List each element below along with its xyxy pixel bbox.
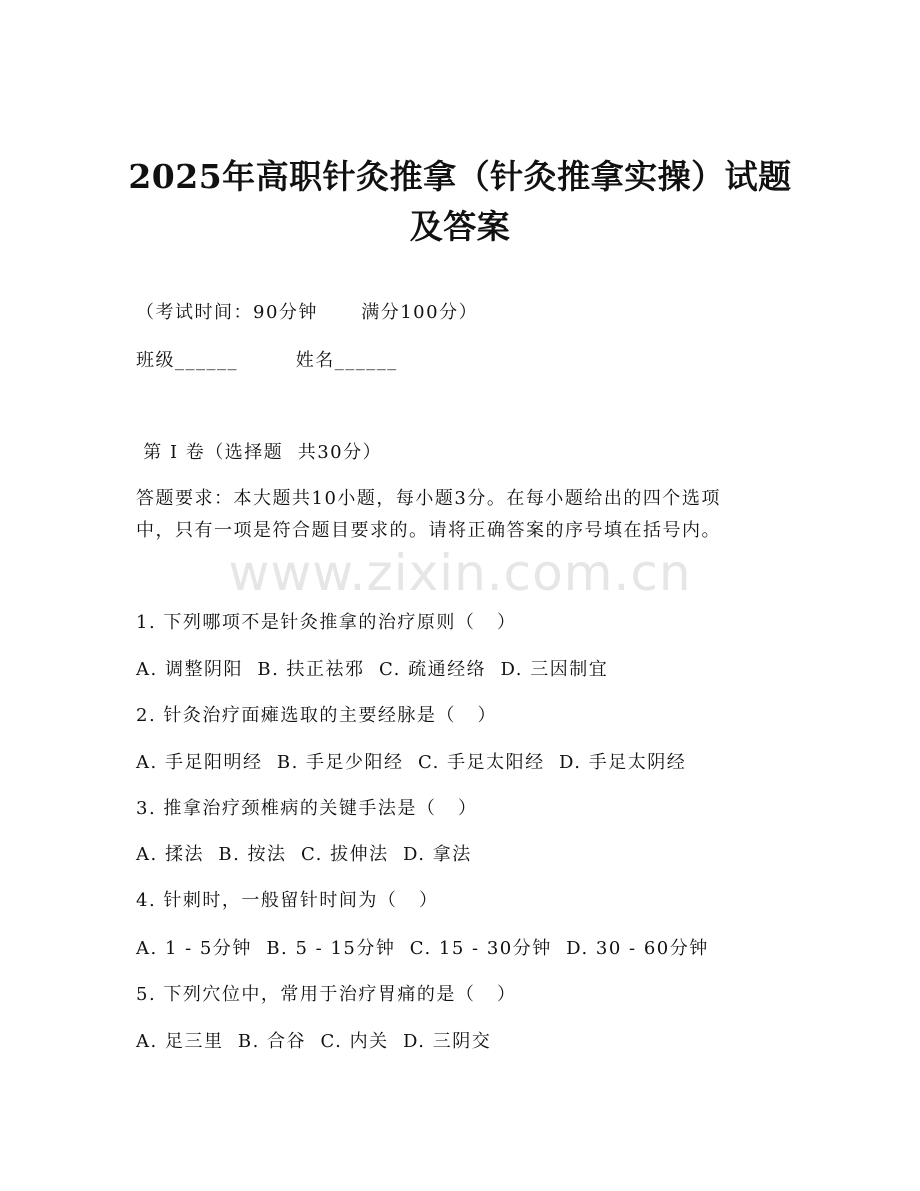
document-title-line-2: 及答案 <box>409 207 511 246</box>
watermark: www.zixin.com.cn <box>228 544 692 602</box>
question-stem: 1. 下列哪项不是针灸推拿的治疗原则（ ） <box>136 612 517 633</box>
question-options: A. 揉法 B. 按法 C. 拔伸法 D. 拿法 <box>136 844 472 865</box>
question-stem: 3. 推拿治疗颈椎病的关键手法是（ ） <box>136 798 478 819</box>
question-options: A. 足三里 B. 合谷 C. 内关 D. 三阴交 <box>136 1031 492 1052</box>
question-stem: 2. 针灸治疗面瘫选取的主要经脉是（ ） <box>136 705 498 726</box>
document-title-line-1: 2025年高职针灸推拿（针灸推拿实操）试题 <box>128 157 792 196</box>
question-options: A. 手足阳明经 B. 手足少阳经 C. 手足太阳经 D. 手足太阴经 <box>136 752 687 773</box>
student-info: 班级______ 姓名______ <box>136 350 398 371</box>
instructions-line-2: 中，只有一项是符合题目要求的。请将正确答案的序号填在括号内。 <box>136 520 721 541</box>
exam-info: （考试时间：90分钟 满分100分） <box>136 302 479 323</box>
question-stem: 5. 下列穴位中，常用于治疗胃痛的是（ ） <box>136 984 517 1005</box>
question-stem: 4. 针刺时，一般留针时间为（ ） <box>136 890 439 911</box>
question-options: A. 1 - 5分钟 B. 5 - 15分钟 C. 15 - 30分钟 D. 30 - 60分钟 <box>136 938 709 959</box>
section-heading: 第 I 卷（选择题 共30分） <box>136 442 383 463</box>
instructions-line-1: 答题要求：本大题共10小题，每小题3分。在每小题给出的四个选项 <box>136 488 721 509</box>
question-options: A. 调整阴阳 B. 扶正祛邪 C. 疏通经络 D. 三因制宜 <box>136 659 609 680</box>
